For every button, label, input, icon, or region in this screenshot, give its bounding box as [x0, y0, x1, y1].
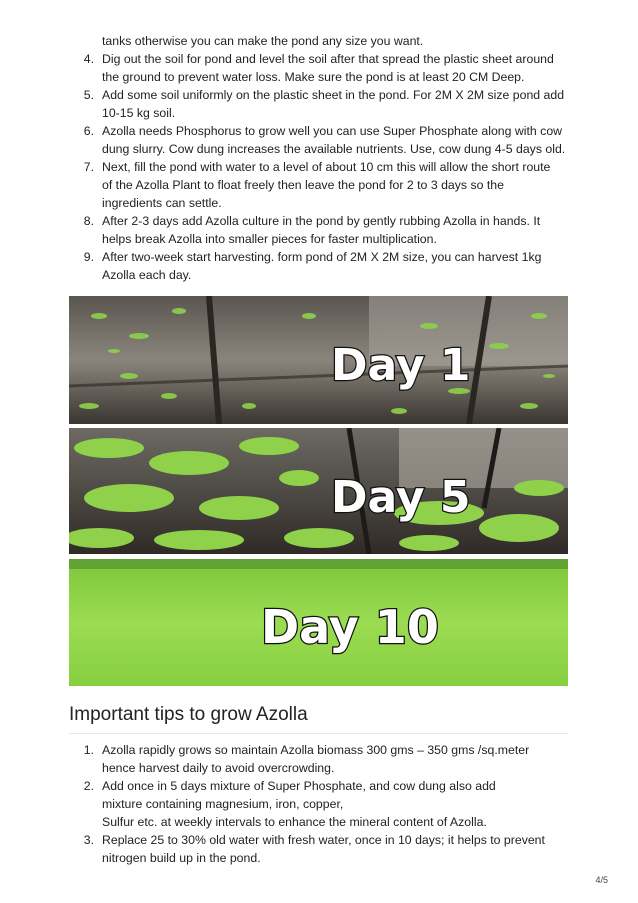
list-number: 9. [83, 250, 94, 264]
day-5-image [69, 428, 568, 554]
list-line: Next, fill the pond with water to a level of about 10 cm this will allow the short route [102, 160, 551, 174]
list-line: Azolla needs Phosphorus to grow well you can use Super Phosphate along with cow [102, 124, 563, 138]
day-10-image [69, 559, 568, 686]
list-line: Dig out the soil for pond and level the soil after that spread the plastic sheet around [102, 52, 554, 66]
list-line: Sulfur etc. at weekly intervals to enhance the mineral content of Azolla. [102, 815, 487, 829]
list-number: 8. [83, 214, 94, 228]
list-line: Azolla rapidly grows so maintain Azolla biomass 300 gms – 350 gms /sq.meter [102, 743, 530, 757]
list-line: hence harvest daily to avoid overcrowding. [102, 761, 335, 775]
list-item [68, 158, 568, 212]
list-item [68, 741, 568, 777]
list-line: 10-15 kg soil. [102, 106, 176, 120]
list-line: Replace 25 to 30% old water with fresh water, once in 10 days; it helps to prevent [102, 833, 545, 847]
steps-list [68, 50, 568, 284]
list-item [68, 248, 568, 284]
section-heading: Important tips to grow Azolla [69, 704, 308, 725]
day-10-label: Day 10 [261, 600, 439, 654]
list-number: 1. [83, 743, 94, 757]
list-item [68, 831, 568, 867]
list-line: mixture containing magnesium, iron, copper, [102, 797, 344, 811]
list-item [68, 86, 568, 122]
list-item [68, 777, 568, 831]
list-item [68, 212, 568, 248]
list-number: 6. [83, 124, 94, 138]
list-line: of the Azolla Plant to float freely then leave the pond for 2 to 3 days so the [102, 178, 504, 192]
list-line: dung slurry. Cow dung increases the available nutrients. Use, cow dung 4-5 days old. [102, 142, 566, 156]
divider [69, 733, 568, 734]
list-line: ingredients can settle. [102, 196, 222, 210]
list-number: 5. [83, 88, 94, 102]
day-1-image [69, 296, 568, 424]
page-number: 4/5 [595, 875, 608, 885]
list-item [68, 50, 568, 86]
day-1-label: Day 1 [331, 340, 471, 391]
list-item [68, 122, 568, 158]
continuation-text: tanks otherwise you can make the pond any size you want. [102, 34, 424, 48]
list-line: the ground to prevent water loss. Make sure the pond is at least 20 CM Deep. [102, 70, 525, 84]
list-number: 2. [83, 779, 94, 793]
list-line: Azolla each day. [102, 268, 192, 282]
list-line: helps break Azolla into smaller pieces for faster multiplication. [102, 232, 437, 246]
list-line: Add some soil uniformly on the plastic sheet in the pond. For 2M X 2M size pond add [102, 88, 565, 102]
list-line: After 2-3 days add Azolla culture in the pond by gently rubbing Azolla in hands. It [102, 214, 541, 228]
list-number: 7. [83, 160, 94, 174]
list-line: Add once in 5 days mixture of Super Phosphate, and cow dung also add [102, 779, 496, 793]
list-number: 4. [83, 52, 94, 66]
list-line: nitrogen build up in the pond. [102, 851, 261, 865]
list-number: 3. [83, 833, 94, 847]
tips-list [68, 741, 568, 867]
list-line: After two-week start harvesting. form pond of 2M X 2M size, you can harvest 1kg [102, 250, 542, 264]
day-5-label: Day 5 [331, 472, 471, 523]
